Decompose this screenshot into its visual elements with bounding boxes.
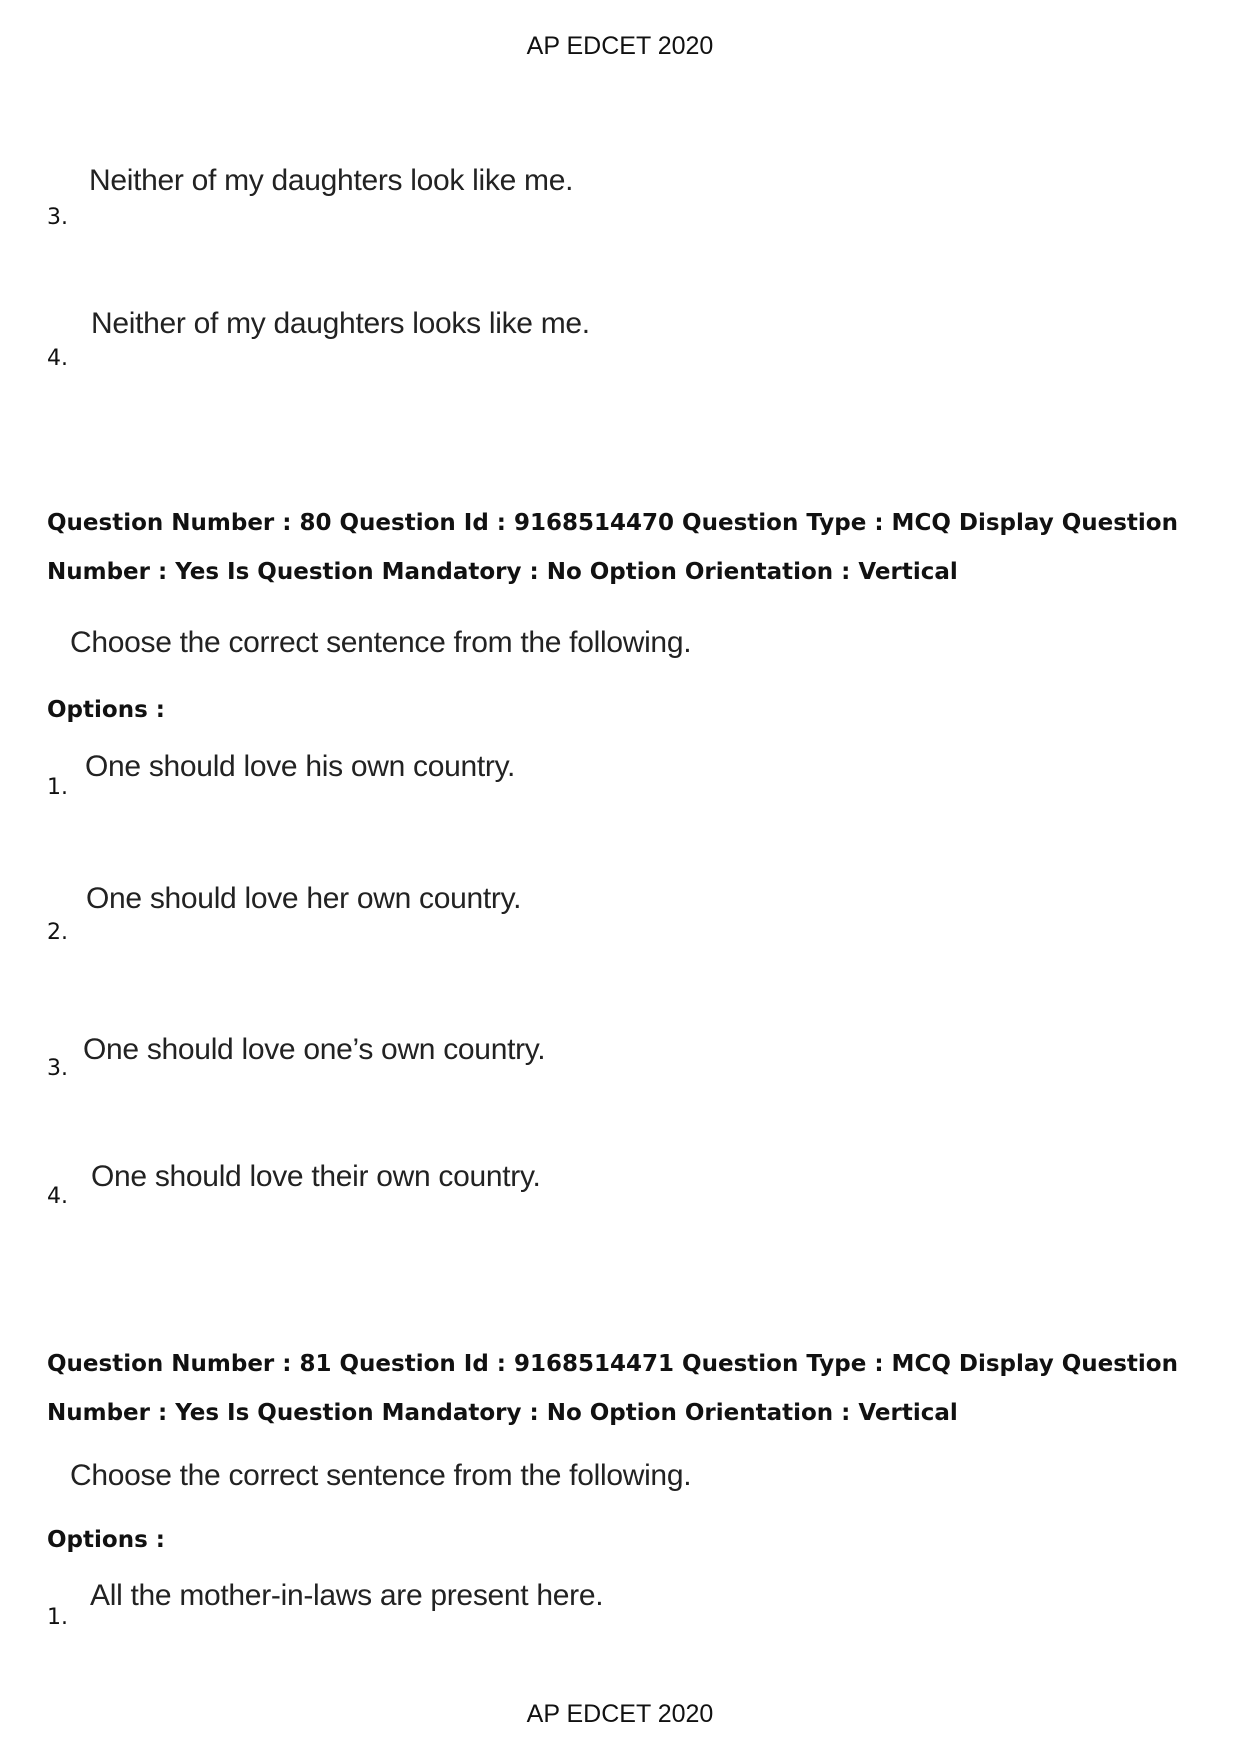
option-text: Neither of my daughters look like me. — [89, 164, 574, 197]
question-meta-line-2: Number : Yes Is Question Mandatory : No Option Orientation : Vertical — [47, 559, 958, 585]
option-number: 3. — [47, 1056, 68, 1081]
question-stem: Choose the correct sentence from the following. — [70, 1459, 692, 1492]
option-number: 2. — [47, 920, 68, 945]
option-text: One should love their own country. — [91, 1160, 541, 1193]
option-number: 1. — [47, 1605, 68, 1630]
option-text: All the mother-in-laws are present here. — [90, 1579, 604, 1612]
option-number: 1. — [47, 775, 68, 800]
question-meta-line-1: Question Number : 80 Question Id : 9168514470 Question Type : MCQ Display Question — [47, 510, 1178, 536]
question-meta-line-2: Number : Yes Is Question Mandatory : No Option Orientation : Vertical — [47, 1400, 958, 1426]
page-footer: AP EDCET 2020 — [526, 1700, 714, 1728]
option-number: 3. — [47, 205, 68, 230]
option-text: One should love her own country. — [86, 882, 522, 915]
page-header: AP EDCET 2020 — [526, 32, 714, 60]
option-text: One should love one’s own country. — [83, 1033, 546, 1066]
options-label: Options : — [47, 1527, 165, 1553]
option-number: 4. — [47, 346, 68, 371]
options-label: Options : — [47, 697, 165, 723]
question-stem: Choose the correct sentence from the following. — [70, 626, 692, 659]
question-meta-line-1: Question Number : 81 Question Id : 9168514471 Question Type : MCQ Display Question — [47, 1351, 1178, 1377]
option-text: One should love his own country. — [85, 750, 516, 783]
option-number: 4. — [47, 1184, 68, 1209]
option-text: Neither of my daughters looks like me. — [91, 307, 590, 340]
